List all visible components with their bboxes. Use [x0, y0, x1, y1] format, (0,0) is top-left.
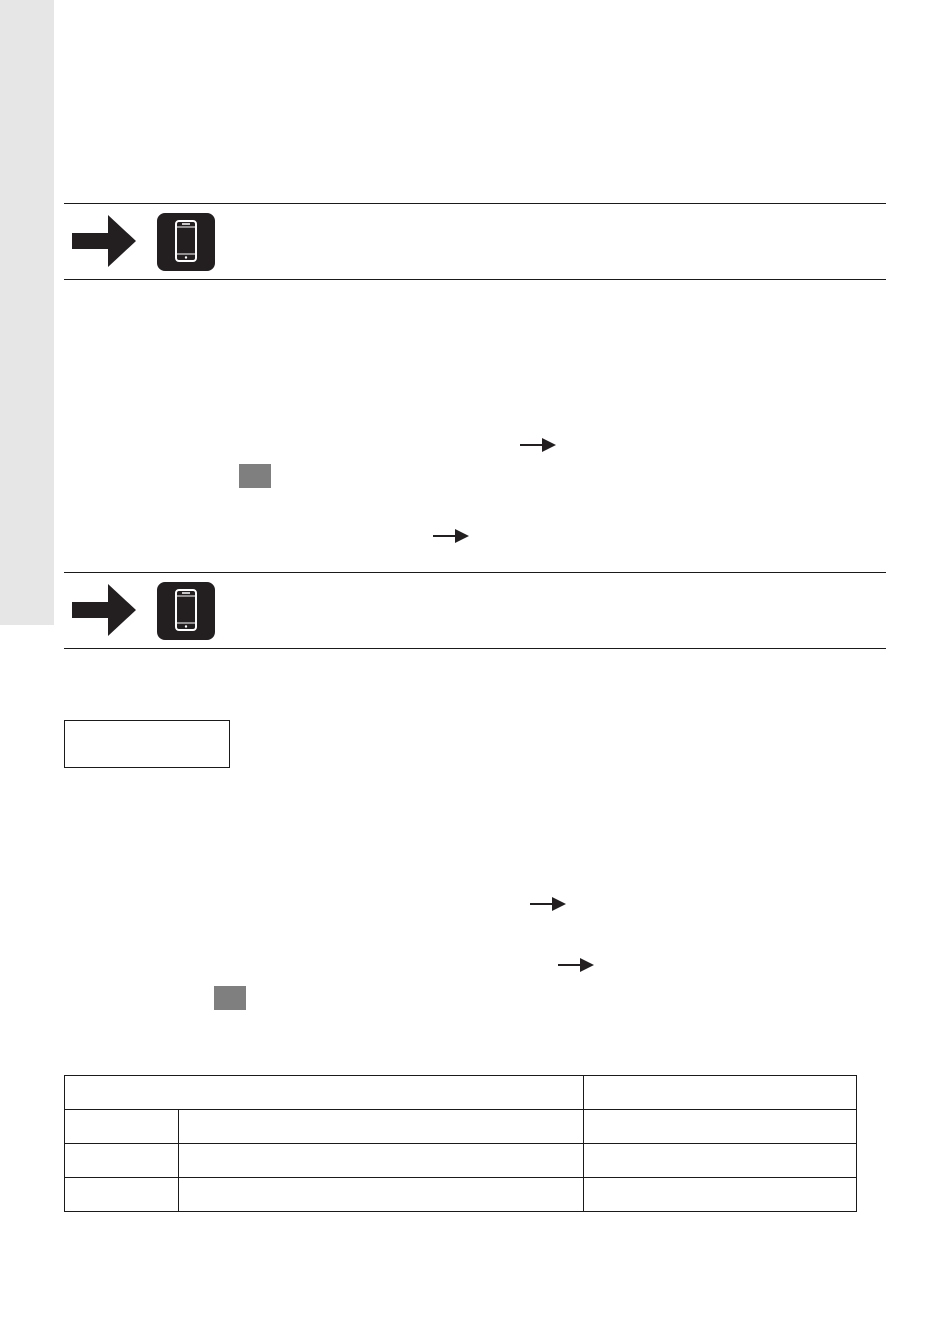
table-cell — [65, 1178, 179, 1212]
right-arrow-icon — [72, 215, 136, 267]
app-callout-2 — [64, 573, 886, 648]
table-row — [65, 1178, 857, 1212]
app-callout-1 — [64, 204, 886, 279]
table-cell — [584, 1110, 857, 1144]
table-row — [65, 1110, 857, 1144]
table-cell — [178, 1110, 583, 1144]
table-header-cell — [584, 1076, 857, 1110]
table-header-cell — [65, 1076, 584, 1110]
table-cell — [65, 1144, 179, 1178]
gray-key-icon — [214, 986, 246, 1010]
empty-label-box — [64, 720, 230, 768]
table-header-row — [65, 1076, 857, 1110]
table-cell — [584, 1178, 857, 1212]
table-row — [65, 1144, 857, 1178]
right-arrow-icon — [433, 527, 469, 545]
right-arrow-icon — [530, 895, 566, 913]
gray-key-icon — [239, 464, 271, 488]
data-table — [64, 1075, 857, 1212]
table-cell — [65, 1110, 179, 1144]
table-cell — [584, 1144, 857, 1178]
smartphone-icon — [157, 582, 215, 640]
smartphone-icon — [157, 213, 215, 271]
callout-bottom-rule — [64, 648, 886, 649]
right-arrow-icon — [72, 584, 136, 636]
chapter-side-tab — [0, 0, 54, 625]
table-cell — [178, 1178, 583, 1212]
right-arrow-icon — [558, 956, 594, 974]
callout-bottom-rule — [64, 279, 886, 280]
table-cell — [178, 1144, 583, 1178]
right-arrow-icon — [520, 436, 556, 454]
